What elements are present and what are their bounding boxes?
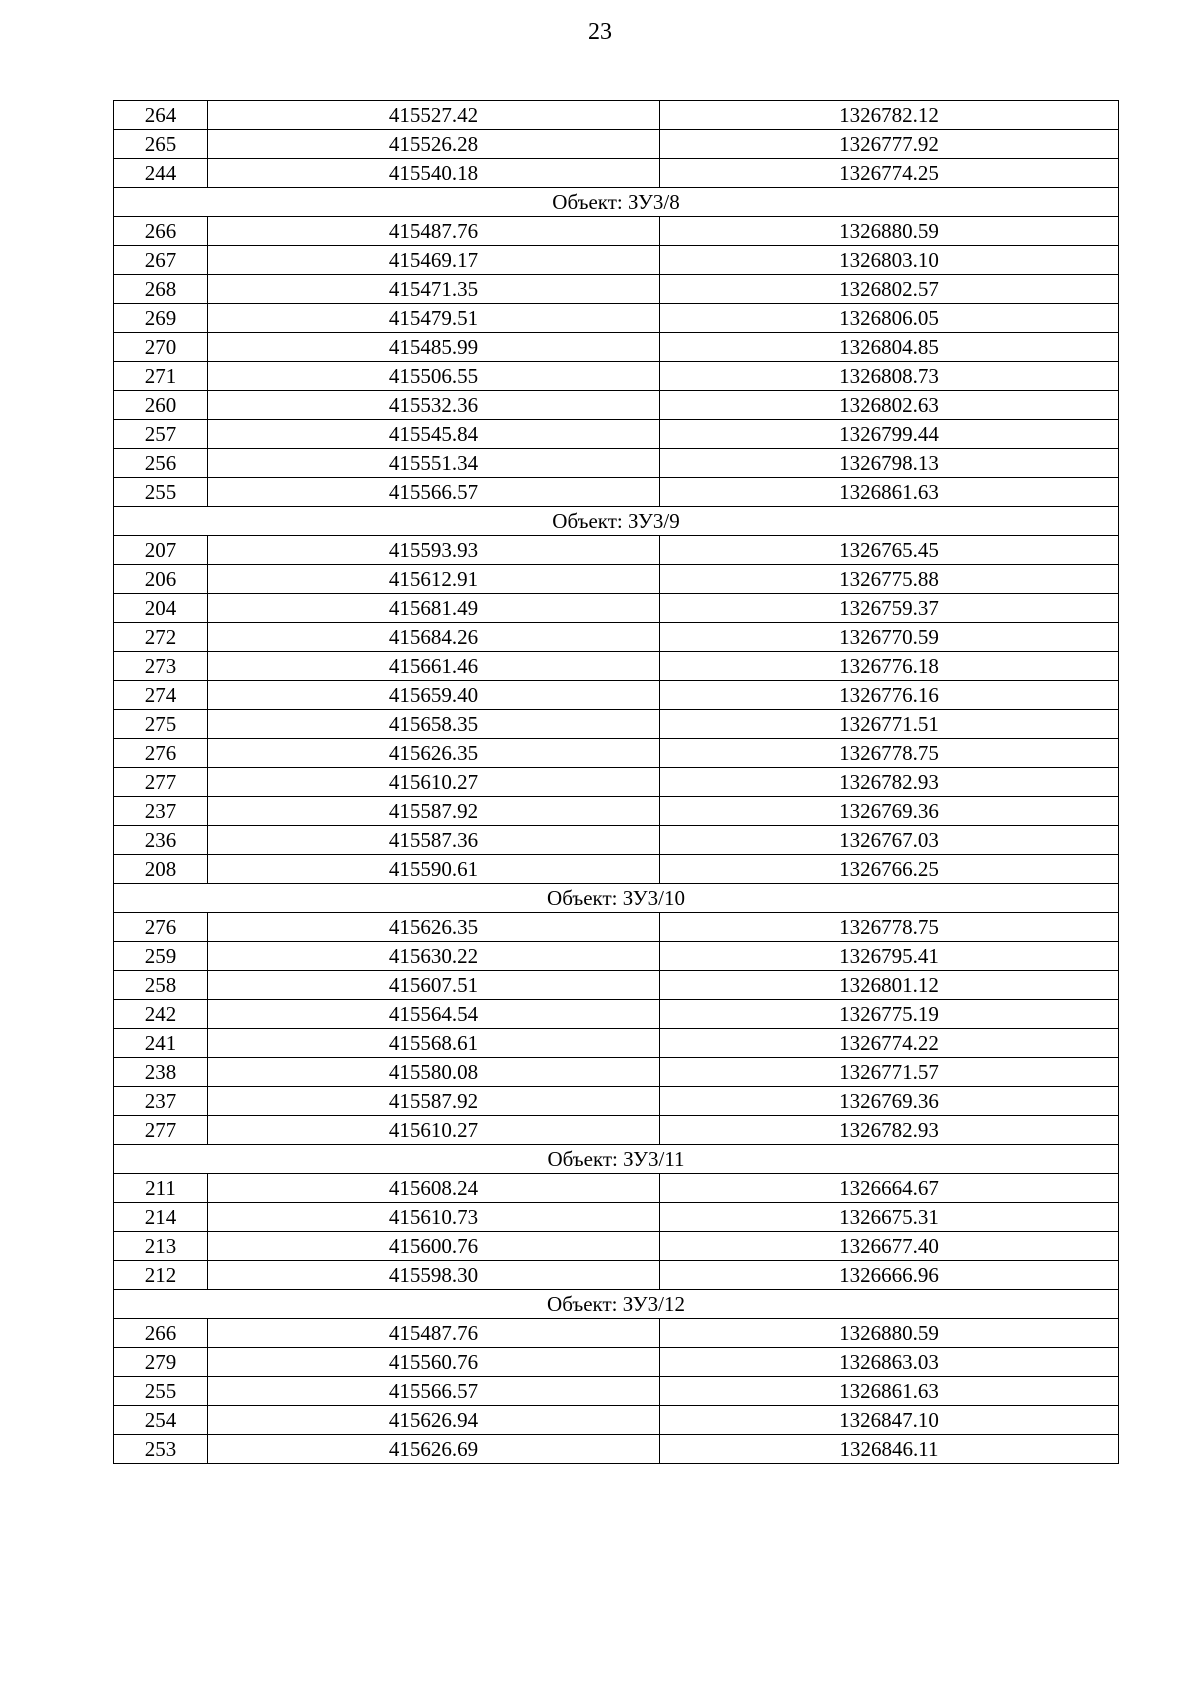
object-header-row <box>114 884 1119 913</box>
x-coordinate-cell: 415485.99 <box>208 333 660 362</box>
x-coordinate-cell: 415626.35 <box>208 913 660 942</box>
x-coordinate-cell: 415658.35 <box>208 710 660 739</box>
y-coordinate-cell: 1326799.44 <box>660 420 1119 449</box>
point-number-cell: 259 <box>114 942 208 971</box>
point-number-cell: 204 <box>114 594 208 623</box>
point-number-cell: 269 <box>114 304 208 333</box>
page-number: 23 <box>588 19 612 45</box>
point-row <box>114 1348 1119 1377</box>
point-row <box>114 101 1119 130</box>
object-header-row <box>114 507 1119 536</box>
point-row <box>114 159 1119 188</box>
point-number-cell: 266 <box>114 217 208 246</box>
y-coordinate-cell: 1326861.63 <box>660 478 1119 507</box>
point-row <box>114 1232 1119 1261</box>
x-coordinate-cell: 415607.51 <box>208 971 660 1000</box>
x-coordinate-cell: 415566.57 <box>208 1377 660 1406</box>
point-row <box>114 1087 1119 1116</box>
point-row <box>114 594 1119 623</box>
point-row <box>114 1203 1119 1232</box>
x-coordinate-cell: 415526.28 <box>208 130 660 159</box>
point-row <box>114 1174 1119 1203</box>
point-number-cell: 256 <box>114 449 208 478</box>
point-number-cell: 211 <box>114 1174 208 1203</box>
point-row <box>114 971 1119 1000</box>
x-coordinate-cell: 415661.46 <box>208 652 660 681</box>
point-row <box>114 739 1119 768</box>
x-coordinate-cell: 415684.26 <box>208 623 660 652</box>
x-coordinate-cell: 415587.92 <box>208 797 660 826</box>
point-row <box>114 449 1119 478</box>
point-number-cell: 275 <box>114 710 208 739</box>
y-coordinate-cell: 1326675.31 <box>660 1203 1119 1232</box>
x-coordinate-cell: 415598.30 <box>208 1261 660 1290</box>
y-coordinate-cell: 1326847.10 <box>660 1406 1119 1435</box>
x-coordinate-cell: 415626.69 <box>208 1435 660 1464</box>
y-coordinate-cell: 1326771.57 <box>660 1058 1119 1087</box>
x-coordinate-cell: 415610.73 <box>208 1203 660 1232</box>
x-coordinate-cell: 415471.35 <box>208 275 660 304</box>
point-number-cell: 206 <box>114 565 208 594</box>
point-number-cell: 264 <box>114 101 208 130</box>
x-coordinate-cell: 415590.61 <box>208 855 660 884</box>
point-number-cell: 213 <box>114 1232 208 1261</box>
y-coordinate-cell: 1326778.75 <box>660 739 1119 768</box>
point-row <box>114 304 1119 333</box>
x-coordinate-cell: 415506.55 <box>208 362 660 391</box>
point-number-cell: 276 <box>114 739 208 768</box>
x-coordinate-cell: 415659.40 <box>208 681 660 710</box>
point-number-cell: 237 <box>114 797 208 826</box>
y-coordinate-cell: 1326802.63 <box>660 391 1119 420</box>
point-row <box>114 1261 1119 1290</box>
point-row <box>114 768 1119 797</box>
y-coordinate-cell: 1326776.16 <box>660 681 1119 710</box>
point-row <box>114 420 1119 449</box>
point-number-cell: 238 <box>114 1058 208 1087</box>
y-coordinate-cell: 1326880.59 <box>660 1319 1119 1348</box>
y-coordinate-cell: 1326766.25 <box>660 855 1119 884</box>
point-number-cell: 207 <box>114 536 208 565</box>
x-coordinate-cell: 415527.42 <box>208 101 660 130</box>
x-coordinate-cell: 415612.91 <box>208 565 660 594</box>
x-coordinate-cell: 415626.35 <box>208 739 660 768</box>
y-coordinate-cell: 1326801.12 <box>660 971 1119 1000</box>
point-row <box>114 1058 1119 1087</box>
point-number-cell: 272 <box>114 623 208 652</box>
point-row <box>114 1435 1119 1464</box>
x-coordinate-cell: 415568.61 <box>208 1029 660 1058</box>
x-coordinate-cell: 415600.76 <box>208 1232 660 1261</box>
y-coordinate-cell: 1326861.63 <box>660 1377 1119 1406</box>
point-row <box>114 1319 1119 1348</box>
x-coordinate-cell: 415532.36 <box>208 391 660 420</box>
point-number-cell: 258 <box>114 971 208 1000</box>
y-coordinate-cell: 1326778.75 <box>660 913 1119 942</box>
point-row <box>114 1377 1119 1406</box>
y-coordinate-cell: 1326770.59 <box>660 623 1119 652</box>
point-row <box>114 652 1119 681</box>
point-row <box>114 855 1119 884</box>
point-row <box>114 565 1119 594</box>
y-coordinate-cell: 1326806.05 <box>660 304 1119 333</box>
point-row <box>114 913 1119 942</box>
point-row <box>114 391 1119 420</box>
x-coordinate-cell: 415551.34 <box>208 449 660 478</box>
point-number-cell: 266 <box>114 1319 208 1348</box>
y-coordinate-cell: 1326774.25 <box>660 159 1119 188</box>
object-header-row <box>114 1290 1119 1319</box>
point-row <box>114 130 1119 159</box>
y-coordinate-cell: 1326782.93 <box>660 768 1119 797</box>
y-coordinate-cell: 1326808.73 <box>660 362 1119 391</box>
object-label-cell: Объект: ЗУ3/11 <box>114 1145 1119 1174</box>
point-number-cell: 214 <box>114 1203 208 1232</box>
point-number-cell: 274 <box>114 681 208 710</box>
object-header-row <box>114 1145 1119 1174</box>
point-row <box>114 1000 1119 1029</box>
object-label-cell: Объект: ЗУ3/8 <box>114 188 1119 217</box>
y-coordinate-cell: 1326863.03 <box>660 1348 1119 1377</box>
x-coordinate-cell: 415479.51 <box>208 304 660 333</box>
y-coordinate-cell: 1326769.36 <box>660 1087 1119 1116</box>
point-number-cell: 268 <box>114 275 208 304</box>
point-number-cell: 237 <box>114 1087 208 1116</box>
point-number-cell: 253 <box>114 1435 208 1464</box>
point-number-cell: 273 <box>114 652 208 681</box>
object-label-cell: Объект: ЗУ3/12 <box>114 1290 1119 1319</box>
x-coordinate-cell: 415610.27 <box>208 768 660 797</box>
coordinates-table-body <box>114 101 1119 1464</box>
point-number-cell: 255 <box>114 1377 208 1406</box>
y-coordinate-cell: 1326804.85 <box>660 333 1119 362</box>
point-row <box>114 362 1119 391</box>
point-number-cell: 267 <box>114 246 208 275</box>
point-row <box>114 246 1119 275</box>
y-coordinate-cell: 1326846.11 <box>660 1435 1119 1464</box>
point-row <box>114 536 1119 565</box>
object-header-row <box>114 188 1119 217</box>
point-row <box>114 1406 1119 1435</box>
y-coordinate-cell: 1326771.51 <box>660 710 1119 739</box>
x-coordinate-cell: 415580.08 <box>208 1058 660 1087</box>
point-number-cell: 241 <box>114 1029 208 1058</box>
y-coordinate-cell: 1326759.37 <box>660 594 1119 623</box>
point-row <box>114 826 1119 855</box>
point-row <box>114 1029 1119 1058</box>
y-coordinate-cell: 1326782.93 <box>660 1116 1119 1145</box>
point-number-cell: 254 <box>114 1406 208 1435</box>
y-coordinate-cell: 1326802.57 <box>660 275 1119 304</box>
y-coordinate-cell: 1326803.10 <box>660 246 1119 275</box>
x-coordinate-cell: 415630.22 <box>208 942 660 971</box>
point-number-cell: 270 <box>114 333 208 362</box>
point-number-cell: 236 <box>114 826 208 855</box>
coordinates-table <box>113 100 1119 1464</box>
point-row <box>114 1116 1119 1145</box>
x-coordinate-cell: 415593.93 <box>208 536 660 565</box>
x-coordinate-cell: 415608.24 <box>208 1174 660 1203</box>
x-coordinate-cell: 415610.27 <box>208 1116 660 1145</box>
y-coordinate-cell: 1326775.19 <box>660 1000 1119 1029</box>
x-coordinate-cell: 415540.18 <box>208 159 660 188</box>
y-coordinate-cell: 1326664.67 <box>660 1174 1119 1203</box>
y-coordinate-cell: 1326795.41 <box>660 942 1119 971</box>
point-row <box>114 681 1119 710</box>
object-label-cell: Объект: ЗУ3/9 <box>114 507 1119 536</box>
point-number-cell: 271 <box>114 362 208 391</box>
point-number-cell: 265 <box>114 130 208 159</box>
point-row <box>114 275 1119 304</box>
point-number-cell: 212 <box>114 1261 208 1290</box>
point-number-cell: 276 <box>114 913 208 942</box>
y-coordinate-cell: 1326774.22 <box>660 1029 1119 1058</box>
point-row <box>114 217 1119 246</box>
point-row <box>114 942 1119 971</box>
y-coordinate-cell: 1326677.40 <box>660 1232 1119 1261</box>
y-coordinate-cell: 1326666.96 <box>660 1261 1119 1290</box>
y-coordinate-cell: 1326775.88 <box>660 565 1119 594</box>
y-coordinate-cell: 1326782.12 <box>660 101 1119 130</box>
y-coordinate-cell: 1326769.36 <box>660 797 1119 826</box>
x-coordinate-cell: 415587.92 <box>208 1087 660 1116</box>
x-coordinate-cell: 415564.54 <box>208 1000 660 1029</box>
point-row <box>114 623 1119 652</box>
x-coordinate-cell: 415487.76 <box>208 217 660 246</box>
point-number-cell: 208 <box>114 855 208 884</box>
y-coordinate-cell: 1326880.59 <box>660 217 1119 246</box>
point-number-cell: 257 <box>114 420 208 449</box>
point-number-cell: 255 <box>114 478 208 507</box>
y-coordinate-cell: 1326777.92 <box>660 130 1119 159</box>
x-coordinate-cell: 415545.84 <box>208 420 660 449</box>
x-coordinate-cell: 415469.17 <box>208 246 660 275</box>
point-row <box>114 333 1119 362</box>
x-coordinate-cell: 415626.94 <box>208 1406 660 1435</box>
point-number-cell: 242 <box>114 1000 208 1029</box>
point-number-cell: 279 <box>114 1348 208 1377</box>
x-coordinate-cell: 415487.76 <box>208 1319 660 1348</box>
point-number-cell: 277 <box>114 1116 208 1145</box>
object-label-cell: Объект: ЗУ3/10 <box>114 884 1119 913</box>
point-row <box>114 797 1119 826</box>
x-coordinate-cell: 415681.49 <box>208 594 660 623</box>
point-row <box>114 710 1119 739</box>
point-number-cell: 260 <box>114 391 208 420</box>
point-row <box>114 478 1119 507</box>
x-coordinate-cell: 415560.76 <box>208 1348 660 1377</box>
y-coordinate-cell: 1326765.45 <box>660 536 1119 565</box>
x-coordinate-cell: 415587.36 <box>208 826 660 855</box>
x-coordinate-cell: 415566.57 <box>208 478 660 507</box>
y-coordinate-cell: 1326776.18 <box>660 652 1119 681</box>
point-number-cell: 277 <box>114 768 208 797</box>
point-number-cell: 244 <box>114 159 208 188</box>
y-coordinate-cell: 1326798.13 <box>660 449 1119 478</box>
y-coordinate-cell: 1326767.03 <box>660 826 1119 855</box>
